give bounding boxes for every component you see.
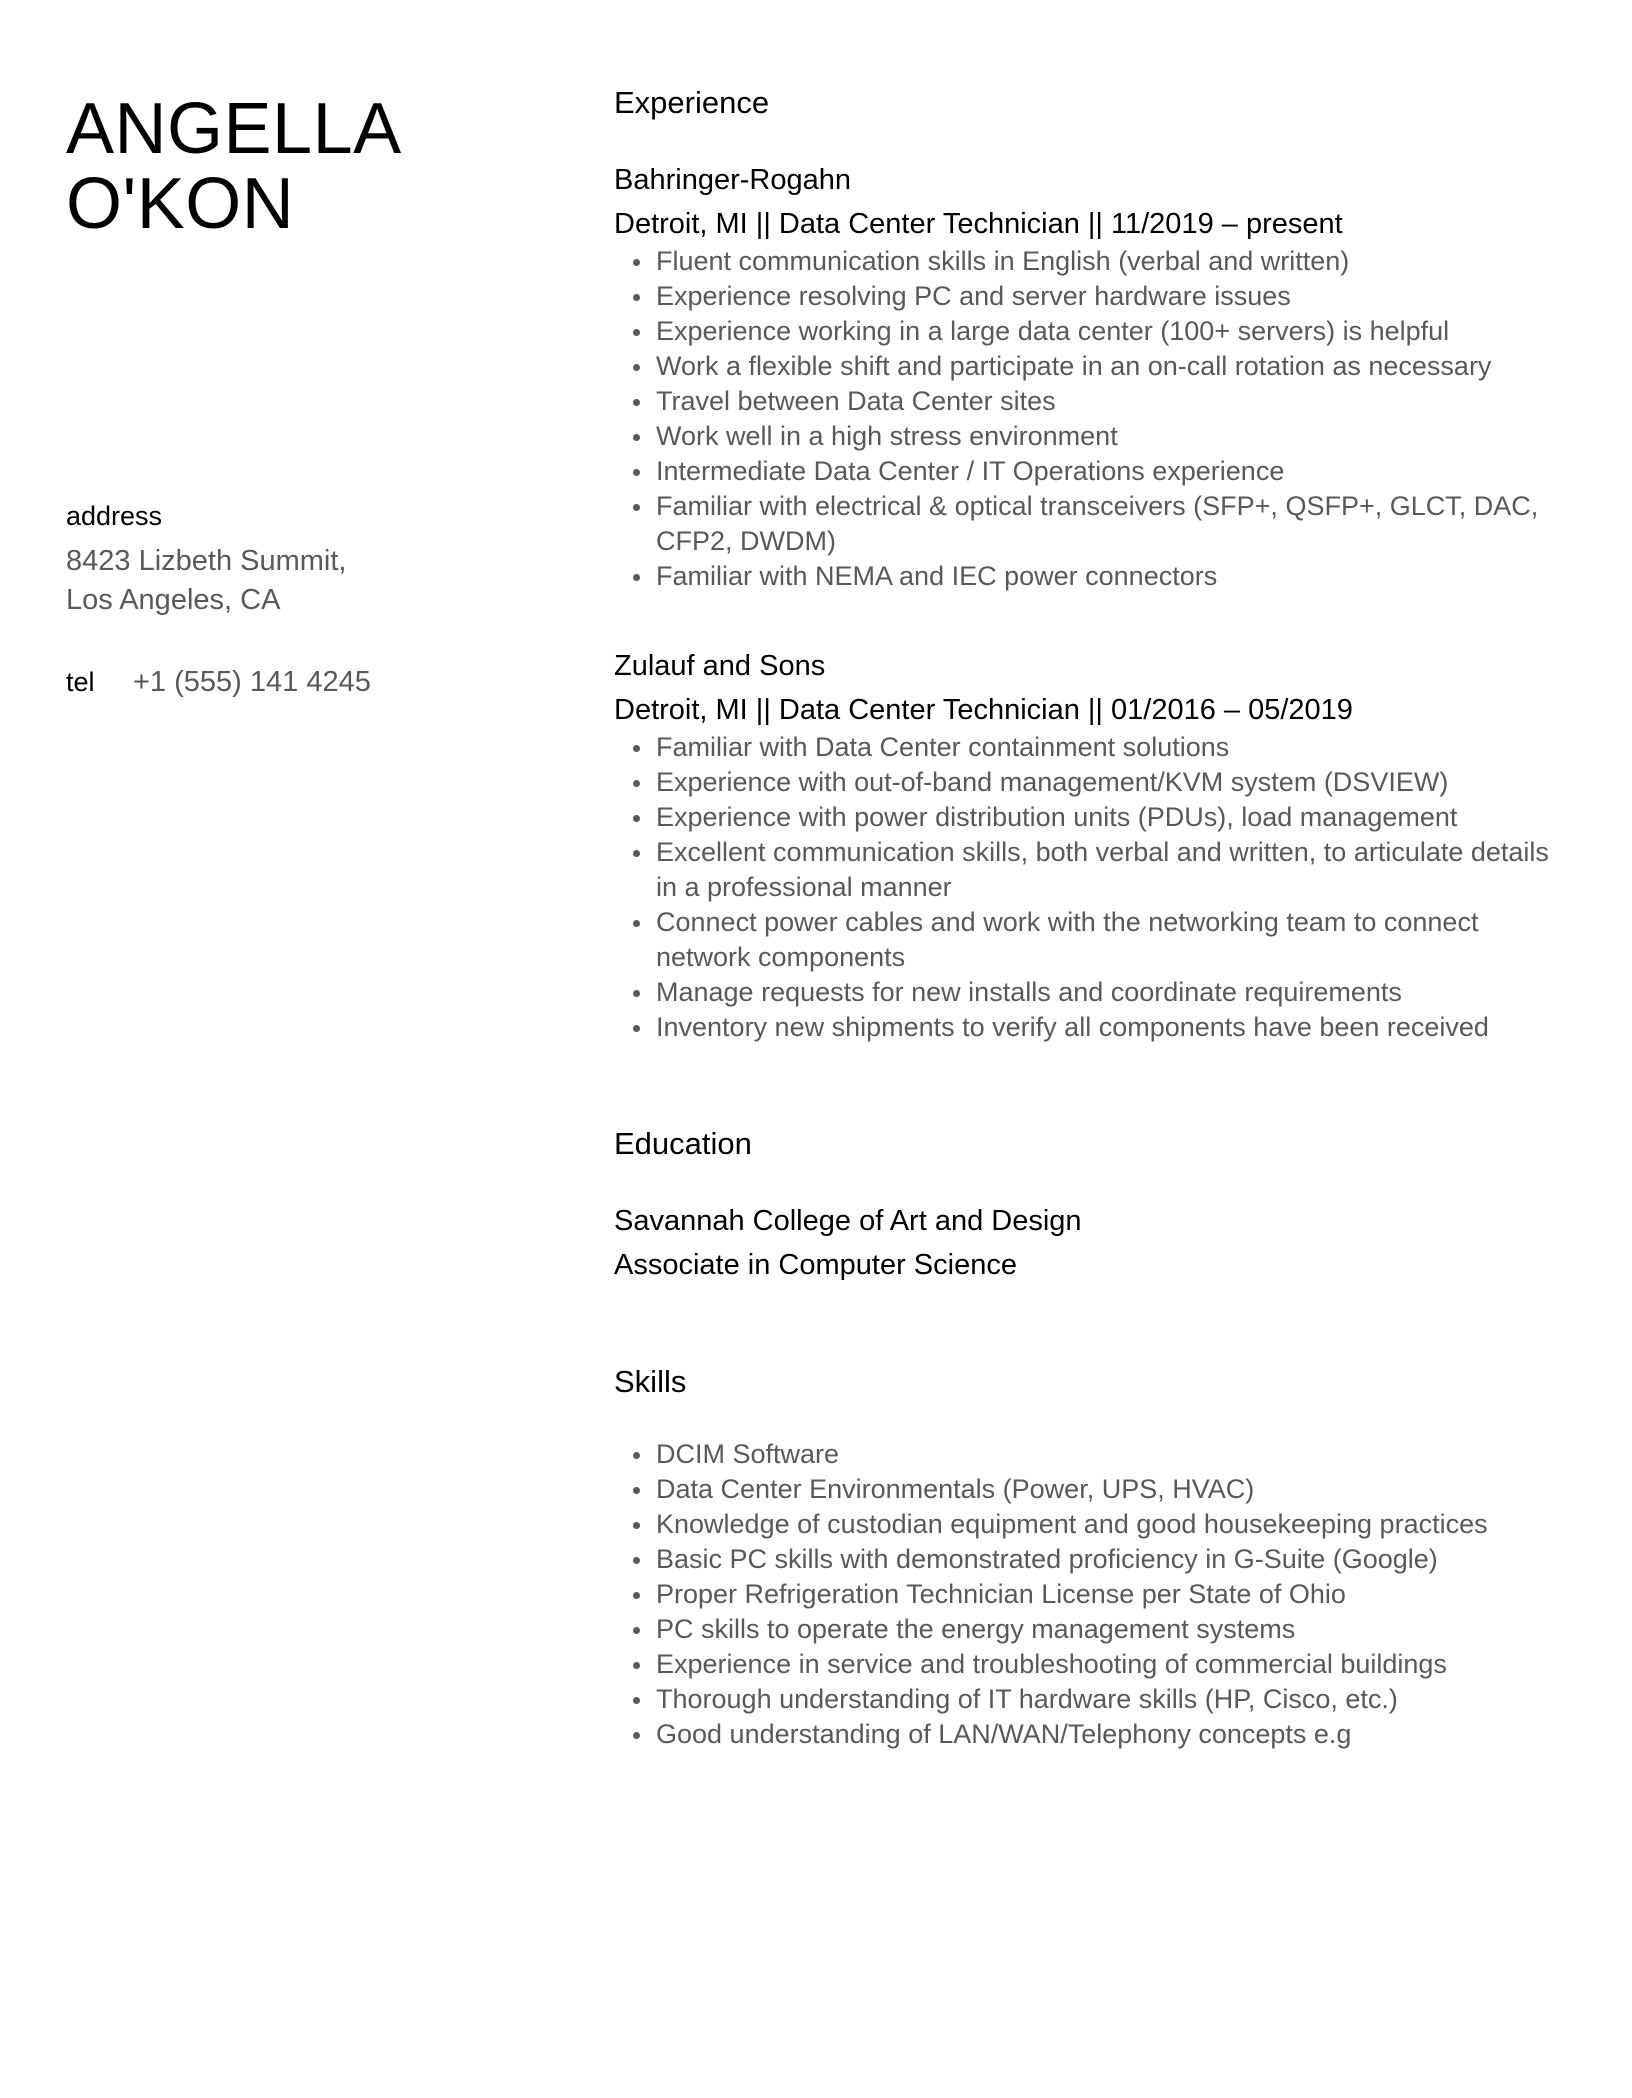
bullet-item (614, 975, 1574, 1010)
bullet-text: Manage requests for new installs and coordinate requirements (656, 977, 1402, 1007)
candidate-last-name: O'KON (66, 164, 295, 244)
skill-item (614, 1577, 1574, 1612)
bullet-dot-icon (633, 920, 640, 927)
education-heading: Education (614, 1126, 752, 1161)
skill-item (614, 1542, 1574, 1577)
skill-text: Thorough understanding of IT hardware skills (HP, Cisco, etc.) (656, 1684, 1398, 1714)
tel-row (66, 666, 371, 699)
job-meta: Detroit, MI || Data Center Technician || 11/2019 – present (614, 208, 1343, 240)
skill-item (614, 1612, 1574, 1647)
bullet-dot-icon (633, 1025, 640, 1032)
skill-text: Basic PC skills with demonstrated proficiency in G-Suite (Google) (656, 1544, 1438, 1574)
bullet-dot-icon (633, 434, 640, 441)
bullet-item (614, 800, 1574, 835)
bullet-item (614, 314, 1574, 349)
bullet-item (614, 244, 1574, 279)
job-entry (614, 162, 1574, 594)
experience-heading: Experience (614, 85, 770, 120)
bullet-item (614, 559, 1574, 594)
bullet-item (614, 349, 1574, 384)
bullet-text: Familiar with electrical & optical transceivers (SFP+, QSFP+, GLCT, DAC, CFP2, DWDM) (656, 491, 1539, 556)
job-meta: Detroit, MI || Data Center Technician || 01/2016 – 05/2019 (614, 694, 1353, 726)
bullet-dot-icon (633, 294, 640, 301)
bullet-dot-icon (633, 1697, 640, 1704)
bullet-item (614, 905, 1574, 975)
bullet-dot-icon (633, 745, 640, 752)
address-label: address (66, 501, 163, 531)
bullet-dot-icon (633, 1452, 640, 1459)
right-column (614, 84, 1574, 1752)
job-entry (614, 648, 1574, 1045)
address-value (66, 542, 526, 620)
bullet-item (614, 384, 1574, 419)
bullet-dot-icon (633, 850, 640, 857)
skill-item (614, 1717, 1574, 1752)
skill-item (614, 1507, 1574, 1542)
bullet-text: Familiar with NEMA and IEC power connectors (656, 561, 1218, 591)
bullet-item (614, 835, 1574, 905)
skill-text: PC skills to operate the energy management systems (656, 1614, 1296, 1644)
bullet-item (614, 279, 1574, 314)
address-line-2: Los Angeles, CA (66, 584, 281, 616)
bullet-text: Excellent communication skills, both verbal and written, to articulate details in a professional manner (656, 837, 1549, 902)
bullet-item (614, 730, 1574, 765)
skill-item (614, 1682, 1574, 1717)
bullet-text: Familiar with Data Center containment solutions (656, 732, 1230, 762)
bullet-dot-icon (633, 815, 640, 822)
job-bullets (614, 730, 1574, 1045)
bullet-text: Experience with power distribution units (PDUs), load management (656, 802, 1458, 832)
address-line-1: 8423 Lizbeth Summit, (66, 545, 347, 577)
skill-text: Proper Refrigeration Technician License per State of Ohio (656, 1579, 1346, 1609)
tel-value: +1 (555) 141 4245 (133, 666, 371, 698)
education-school: Savannah College of Art and Design (614, 1205, 1082, 1237)
bullet-dot-icon (633, 780, 640, 787)
bullet-dot-icon (633, 329, 640, 336)
skill-item (614, 1437, 1574, 1472)
bullet-dot-icon (633, 504, 640, 511)
bullet-text: Travel between Data Center sites (656, 386, 1056, 416)
bullet-text: Experience working in a large data center (100+ servers) is helpful (656, 316, 1450, 346)
skill-text: DCIM Software (656, 1439, 840, 1469)
bullet-dot-icon (633, 990, 640, 997)
skill-text: Good understanding of LAN/WAN/Telephony concepts e.g (656, 1719, 1352, 1749)
bullet-item (614, 1010, 1574, 1045)
skills-heading: Skills (614, 1364, 687, 1399)
skill-text: Data Center Environmentals (Power, UPS, HVAC) (656, 1474, 1255, 1504)
bullet-dot-icon (633, 1487, 640, 1494)
bullet-dot-icon (633, 399, 640, 406)
bullet-text: Work a flexible shift and participate in an on-call rotation as necessary (656, 351, 1492, 381)
skills-list (614, 1437, 1574, 1752)
job-company: Zulauf and Sons (614, 650, 826, 682)
skill-item (614, 1472, 1574, 1507)
bullet-text: Work well in a high stress environment (656, 421, 1118, 451)
bullet-item (614, 765, 1574, 800)
bullet-item (614, 489, 1574, 559)
skill-text: Experience in service and troubleshooting of commercial buildings (656, 1649, 1447, 1679)
left-column (66, 89, 526, 244)
candidate-first-name: ANGELLA (66, 89, 402, 169)
bullet-text: Experience with out-of-band management/KVM system (DSVIEW) (656, 767, 1449, 797)
skill-item (614, 1647, 1574, 1682)
bullet-dot-icon (633, 574, 640, 581)
tel-label: tel (66, 667, 95, 697)
bullet-text: Experience resolving PC and server hardware issues (656, 281, 1291, 311)
job-bullets (614, 244, 1574, 594)
bullet-item (614, 454, 1574, 489)
bullet-dot-icon (633, 259, 640, 266)
bullet-dot-icon (633, 1557, 640, 1564)
candidate-name (66, 89, 526, 244)
bullet-dot-icon (633, 1522, 640, 1529)
bullet-item (614, 419, 1574, 454)
bullet-text: Connect power cables and work with the networking team to connect network components (656, 907, 1479, 972)
bullet-dot-icon (633, 364, 640, 371)
job-company: Bahringer-Rogahn (614, 164, 851, 196)
bullet-text: Fluent communication skills in English (verbal and written) (656, 246, 1350, 276)
bullet-dot-icon (633, 1592, 640, 1599)
bullet-text: Inventory new shipments to verify all components have been received (656, 1012, 1489, 1042)
bullet-dot-icon (633, 1732, 640, 1739)
address-block (66, 500, 526, 620)
bullet-dot-icon (633, 1662, 640, 1669)
bullet-text: Intermediate Data Center / IT Operations experience (656, 456, 1285, 486)
bullet-dot-icon (633, 1627, 640, 1634)
skill-text: Knowledge of custodian equipment and good housekeeping practices (656, 1509, 1488, 1539)
bullet-dot-icon (633, 469, 640, 476)
education-degree: Associate in Computer Science (614, 1249, 1017, 1281)
